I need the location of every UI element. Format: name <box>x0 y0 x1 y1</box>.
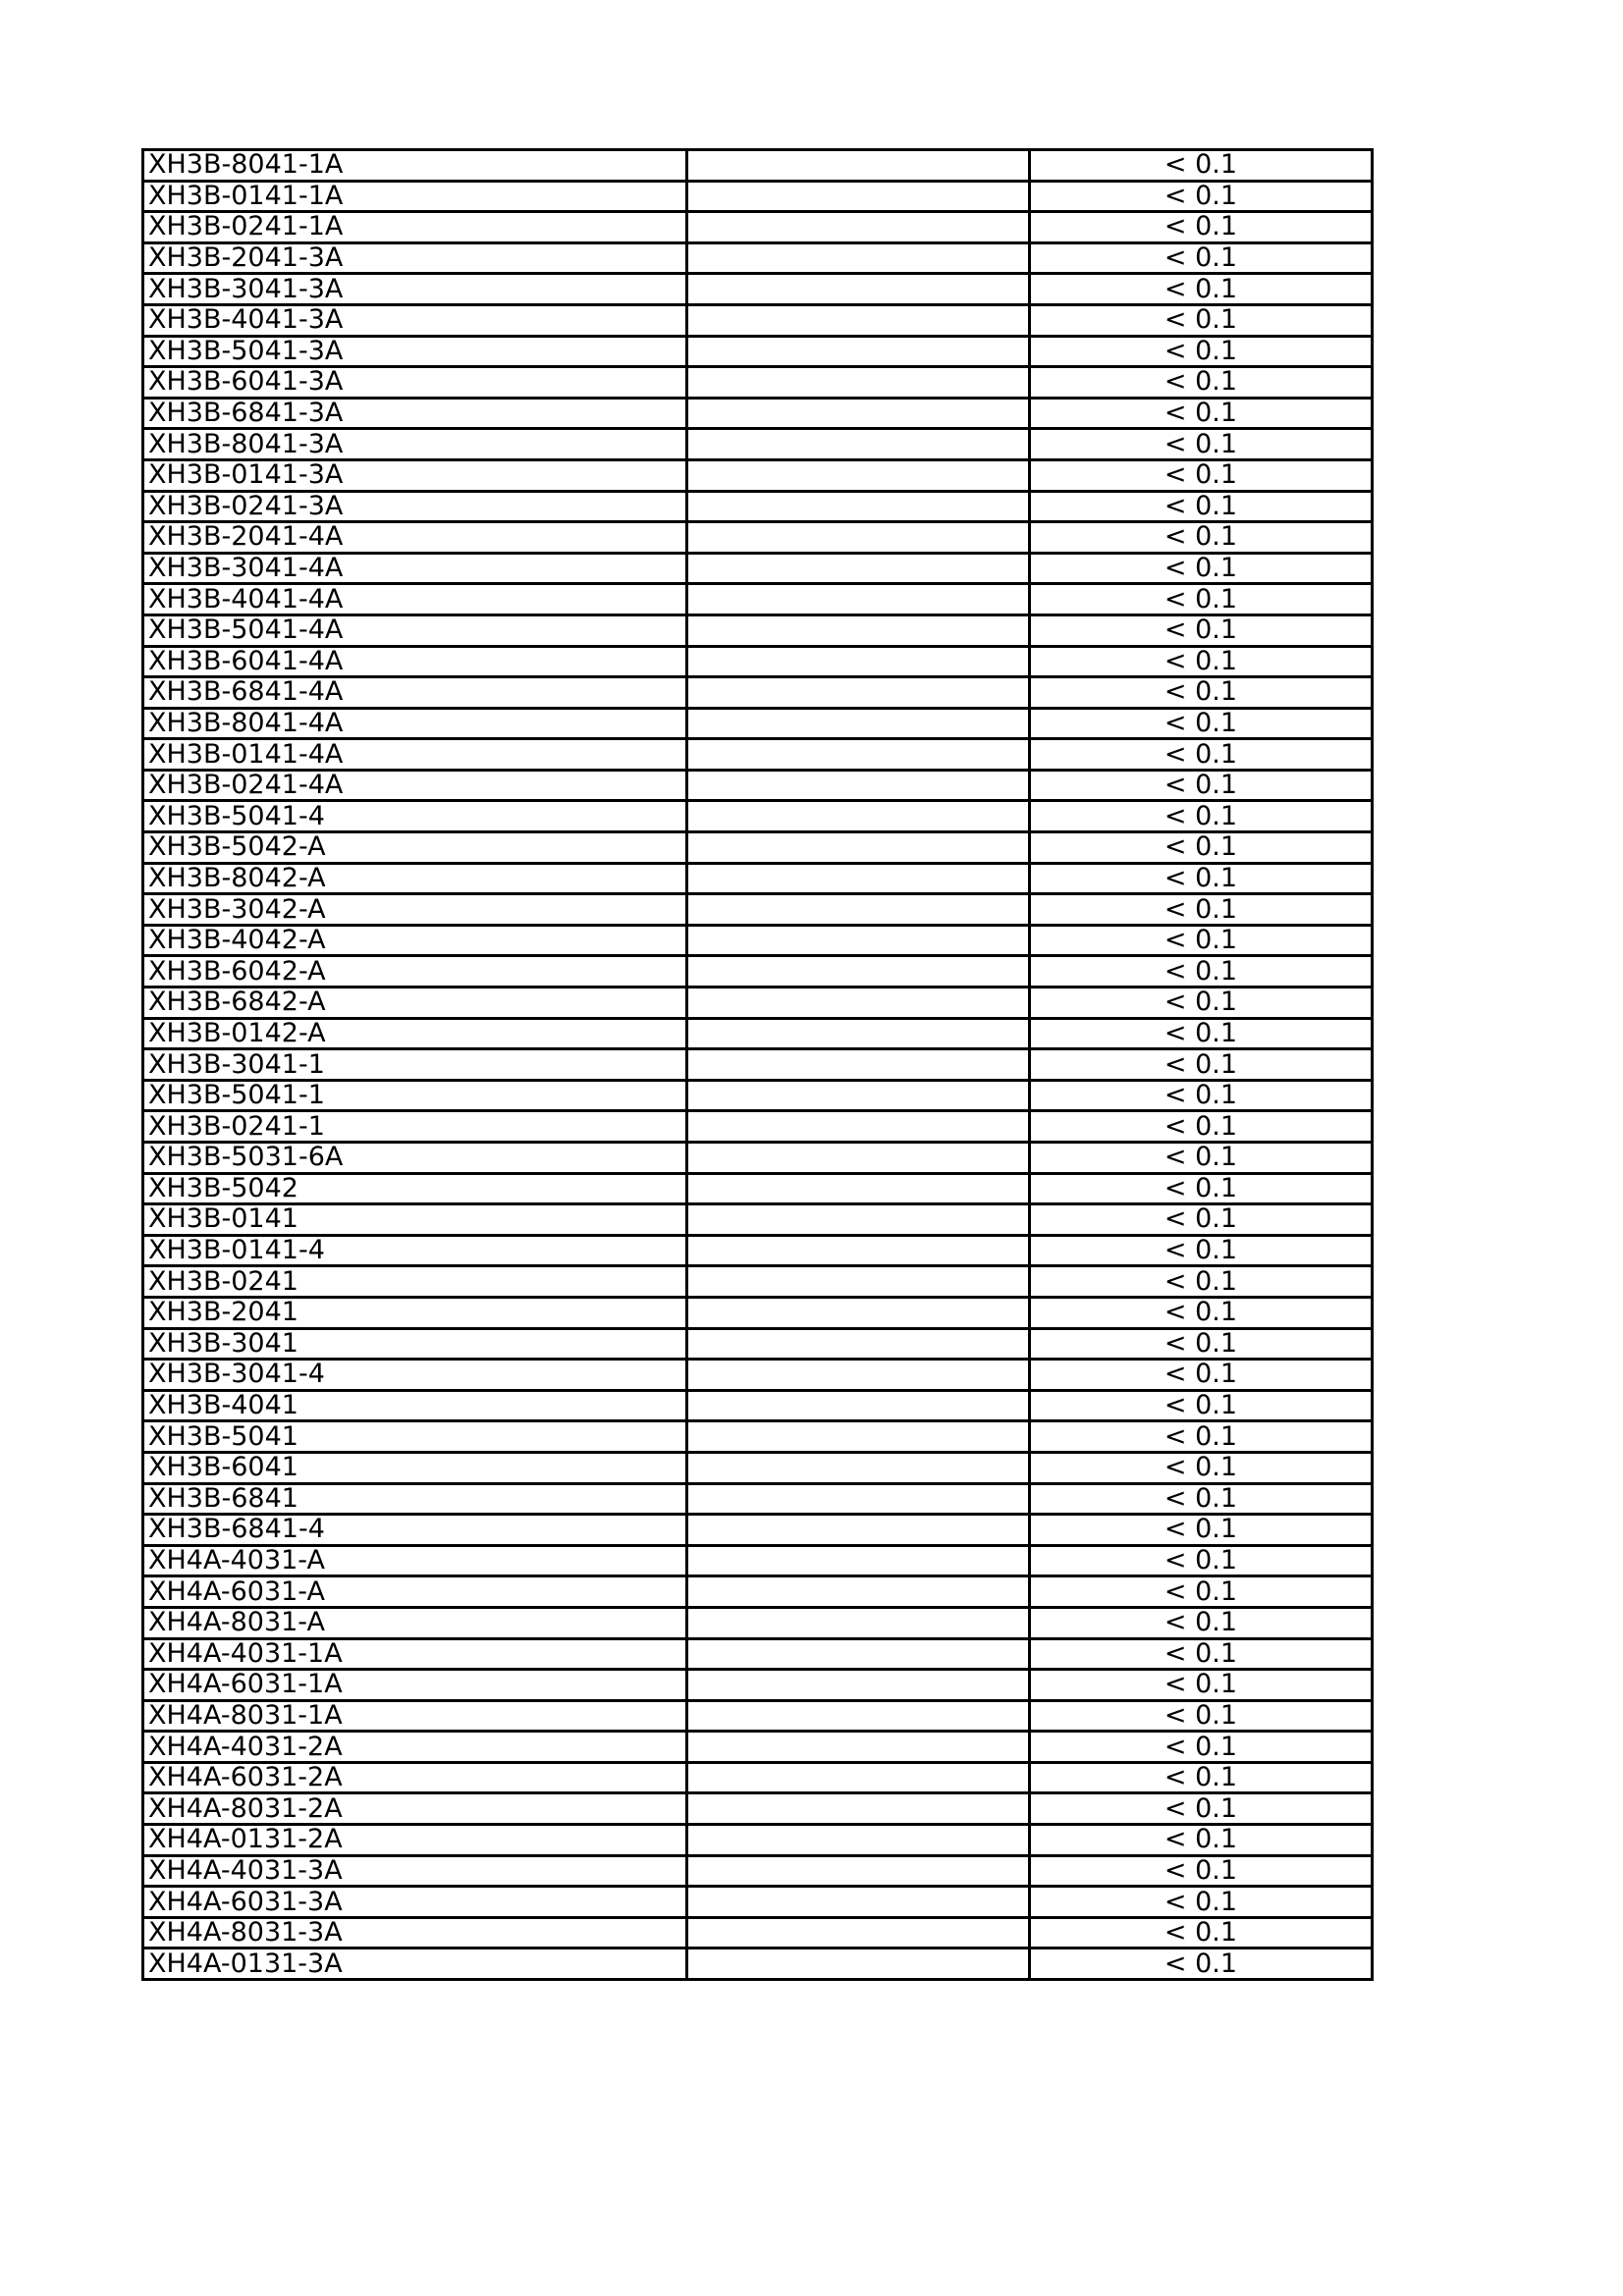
value-cell: < 0.1 <box>1030 459 1373 491</box>
part-code-cell: XH4A-0131-3A <box>143 1949 687 1980</box>
value-cell: < 0.1 <box>1030 1638 1373 1670</box>
table-row <box>143 1452 1373 1483</box>
empty-cell <box>687 1173 1030 1204</box>
empty-cell <box>687 367 1030 399</box>
table-row <box>143 1917 1373 1949</box>
part-code-cell: XH4A-4031-3A <box>143 1855 687 1887</box>
part-code-cell: XH3B-3041-4 <box>143 1360 687 1391</box>
table-row <box>143 1545 1373 1576</box>
part-code-cell: XH3B-6041-4A <box>143 646 687 677</box>
table-row <box>143 181 1373 212</box>
part-code-cell: XH3B-0141 <box>143 1204 687 1236</box>
part-code-cell: XH4A-8031-A <box>143 1607 687 1638</box>
part-code-cell: XH3B-0141-1A <box>143 181 687 212</box>
value-cell: < 0.1 <box>1030 708 1373 739</box>
table-row <box>143 1390 1373 1421</box>
table-row <box>143 801 1373 832</box>
part-code-cell: XH3B-0141-4A <box>143 739 687 771</box>
part-code-cell: XH3B-6841-4A <box>143 677 687 709</box>
table-row <box>143 1949 1373 1980</box>
empty-cell <box>687 677 1030 709</box>
part-code-cell: XH3B-4041 <box>143 1390 687 1421</box>
value-cell: < 0.1 <box>1030 1421 1373 1453</box>
part-code-cell: XH3B-5041-3A <box>143 336 687 367</box>
value-cell: < 0.1 <box>1030 863 1373 894</box>
table-row <box>143 242 1373 274</box>
part-code-cell: XH3B-3041-4A <box>143 553 687 584</box>
empty-cell <box>687 801 1030 832</box>
value-cell: < 0.1 <box>1030 1515 1373 1546</box>
value-cell: < 0.1 <box>1030 1235 1373 1266</box>
value-cell: < 0.1 <box>1030 1390 1373 1421</box>
part-code-cell: XH3B-4041-3A <box>143 304 687 336</box>
part-code-cell: XH3B-3041 <box>143 1328 687 1360</box>
value-cell: < 0.1 <box>1030 988 1373 1019</box>
table-row <box>143 863 1373 894</box>
empty-cell <box>687 242 1030 274</box>
part-code-cell: XH4A-4031-2A <box>143 1732 687 1763</box>
table-row <box>143 739 1373 771</box>
part-code-cell: XH4A-6031-2A <box>143 1762 687 1793</box>
value-cell: < 0.1 <box>1030 1700 1373 1732</box>
table-row <box>143 1049 1373 1081</box>
part-code-cell: XH3B-6841-3A <box>143 398 687 429</box>
empty-cell <box>687 212 1030 243</box>
part-code-cell: XH3B-5042-A <box>143 832 687 864</box>
value-cell: < 0.1 <box>1030 1266 1373 1298</box>
part-code-cell: XH3B-8041-1A <box>143 150 687 182</box>
empty-cell <box>687 1018 1030 1049</box>
value-cell: < 0.1 <box>1030 274 1373 305</box>
empty-cell <box>687 1670 1030 1701</box>
value-cell: < 0.1 <box>1030 304 1373 336</box>
table-row <box>143 1111 1373 1143</box>
table-row <box>143 1421 1373 1453</box>
value-cell: < 0.1 <box>1030 181 1373 212</box>
table-row <box>143 1360 1373 1391</box>
empty-cell <box>687 1421 1030 1453</box>
part-code-cell: XH3B-0142-A <box>143 1018 687 1049</box>
part-code-cell: XH3B-5031-6A <box>143 1143 687 1174</box>
table-row <box>143 212 1373 243</box>
part-code-cell: XH3B-5041-4A <box>143 614 687 646</box>
value-cell: < 0.1 <box>1030 614 1373 646</box>
table-row <box>143 150 1373 182</box>
value-cell: < 0.1 <box>1030 1732 1373 1763</box>
table-row <box>143 459 1373 491</box>
empty-cell <box>687 1297 1030 1328</box>
table-row <box>143 1887 1373 1918</box>
empty-cell <box>687 1111 1030 1143</box>
empty-cell <box>687 491 1030 522</box>
value-cell: < 0.1 <box>1030 739 1373 771</box>
empty-cell <box>687 336 1030 367</box>
part-code-cell: XH3B-0241-1 <box>143 1111 687 1143</box>
empty-cell <box>687 1515 1030 1546</box>
empty-cell <box>687 1917 1030 1949</box>
value-cell: < 0.1 <box>1030 1297 1373 1328</box>
table-row <box>143 1328 1373 1360</box>
value-cell: < 0.1 <box>1030 1111 1373 1143</box>
empty-cell <box>687 708 1030 739</box>
empty-cell <box>687 988 1030 1019</box>
part-code-cell: XH3B-5042 <box>143 1173 687 1204</box>
part-code-cell: XH3B-3041-3A <box>143 274 687 305</box>
table-row <box>143 304 1373 336</box>
value-cell: < 0.1 <box>1030 646 1373 677</box>
table-row <box>143 832 1373 864</box>
value-cell: < 0.1 <box>1030 1607 1373 1638</box>
value-cell: < 0.1 <box>1030 1670 1373 1701</box>
value-cell: < 0.1 <box>1030 1360 1373 1391</box>
empty-cell <box>687 739 1030 771</box>
table-row <box>143 584 1373 615</box>
empty-cell <box>687 956 1030 988</box>
part-code-cell: XH3B-0141-3A <box>143 459 687 491</box>
part-code-cell: XH3B-0141-4 <box>143 1235 687 1266</box>
value-cell: < 0.1 <box>1030 584 1373 615</box>
part-code-cell: XH4A-8031-2A <box>143 1793 687 1825</box>
empty-cell <box>687 1732 1030 1763</box>
empty-cell <box>687 1266 1030 1298</box>
value-cell: < 0.1 <box>1030 1483 1373 1515</box>
part-code-cell: XH3B-2041 <box>143 1297 687 1328</box>
value-cell: < 0.1 <box>1030 677 1373 709</box>
table-row <box>143 1018 1373 1049</box>
empty-cell <box>687 398 1030 429</box>
empty-cell <box>687 1762 1030 1793</box>
table-body <box>143 150 1373 1980</box>
part-code-cell: XH4A-4031-A <box>143 1545 687 1576</box>
empty-cell <box>687 832 1030 864</box>
empty-cell <box>687 1235 1030 1266</box>
empty-cell <box>687 1483 1030 1515</box>
part-code-cell: XH3B-6041-3A <box>143 367 687 399</box>
value-cell: < 0.1 <box>1030 925 1373 956</box>
part-code-cell: XH3B-0241-3A <box>143 491 687 522</box>
table-row <box>143 367 1373 399</box>
empty-cell <box>687 522 1030 554</box>
part-code-cell: XH3B-6841-4 <box>143 1515 687 1546</box>
part-code-cell: XH4A-4031-1A <box>143 1638 687 1670</box>
value-cell: < 0.1 <box>1030 1917 1373 1949</box>
value-cell: < 0.1 <box>1030 1452 1373 1483</box>
empty-cell <box>687 1855 1030 1887</box>
value-cell: < 0.1 <box>1030 1825 1373 1856</box>
empty-cell <box>687 925 1030 956</box>
part-code-cell: XH4A-6031-1A <box>143 1670 687 1701</box>
empty-cell <box>687 1700 1030 1732</box>
value-cell: < 0.1 <box>1030 1793 1373 1825</box>
table-row <box>143 925 1373 956</box>
value-cell: < 0.1 <box>1030 336 1373 367</box>
table-row <box>143 1732 1373 1763</box>
value-cell: < 0.1 <box>1030 801 1373 832</box>
table-row <box>143 894 1373 926</box>
table-row <box>143 1515 1373 1546</box>
value-cell: < 0.1 <box>1030 212 1373 243</box>
value-cell: < 0.1 <box>1030 1949 1373 1980</box>
value-cell: < 0.1 <box>1030 1545 1373 1576</box>
value-cell: < 0.1 <box>1030 1576 1373 1608</box>
table-row <box>143 398 1373 429</box>
table-row <box>143 708 1373 739</box>
part-code-cell: XH3B-8042-A <box>143 863 687 894</box>
value-cell: < 0.1 <box>1030 1855 1373 1887</box>
part-code-cell: XH3B-5041-4 <box>143 801 687 832</box>
empty-cell <box>687 1452 1030 1483</box>
table-row <box>143 1762 1373 1793</box>
empty-cell <box>687 1576 1030 1608</box>
value-cell: < 0.1 <box>1030 522 1373 554</box>
empty-cell <box>687 894 1030 926</box>
value-cell: < 0.1 <box>1030 1328 1373 1360</box>
empty-cell <box>687 646 1030 677</box>
value-cell: < 0.1 <box>1030 553 1373 584</box>
value-cell: < 0.1 <box>1030 367 1373 399</box>
table-row <box>143 1576 1373 1608</box>
table-row <box>143 988 1373 1019</box>
data-table <box>141 148 1374 1981</box>
table-row <box>143 1235 1373 1266</box>
empty-cell <box>687 1825 1030 1856</box>
empty-cell <box>687 1080 1030 1111</box>
empty-cell <box>687 1204 1030 1236</box>
empty-cell <box>687 181 1030 212</box>
table-row <box>143 1793 1373 1825</box>
empty-cell <box>687 1049 1030 1081</box>
table-row <box>143 491 1373 522</box>
value-cell: < 0.1 <box>1030 1762 1373 1793</box>
empty-cell <box>687 1638 1030 1670</box>
empty-cell <box>687 1328 1030 1360</box>
table-row <box>143 522 1373 554</box>
value-cell: < 0.1 <box>1030 1887 1373 1918</box>
table-row <box>143 1266 1373 1298</box>
part-code-cell: XH3B-2041-3A <box>143 242 687 274</box>
value-cell: < 0.1 <box>1030 398 1373 429</box>
value-cell: < 0.1 <box>1030 894 1373 926</box>
part-code-cell: XH4A-6031-3A <box>143 1887 687 1918</box>
part-code-cell: XH3B-6042-A <box>143 956 687 988</box>
table-row <box>143 1080 1373 1111</box>
empty-cell <box>687 1545 1030 1576</box>
table-row <box>143 1143 1373 1174</box>
empty-cell <box>687 614 1030 646</box>
table-row <box>143 1297 1373 1328</box>
part-code-cell: XH3B-8041-4A <box>143 708 687 739</box>
part-code-cell: XH3B-0241-1A <box>143 212 687 243</box>
empty-cell <box>687 863 1030 894</box>
table-row <box>143 677 1373 709</box>
empty-cell <box>687 584 1030 615</box>
table-row <box>143 1670 1373 1701</box>
empty-cell <box>687 429 1030 460</box>
table-row <box>143 614 1373 646</box>
part-code-cell: XH3B-4042-A <box>143 925 687 956</box>
empty-cell <box>687 1390 1030 1421</box>
part-code-cell: XH3B-6841 <box>143 1483 687 1515</box>
empty-cell <box>687 1887 1030 1918</box>
empty-cell <box>687 553 1030 584</box>
table-row <box>143 553 1373 584</box>
table-row <box>143 336 1373 367</box>
part-code-cell: XH3B-3042-A <box>143 894 687 926</box>
part-code-cell: XH3B-0241 <box>143 1266 687 1298</box>
table-row <box>143 1607 1373 1638</box>
table-row <box>143 1483 1373 1515</box>
table-row <box>143 1825 1373 1856</box>
part-code-cell: XH3B-0241-4A <box>143 770 687 801</box>
table-row <box>143 429 1373 460</box>
empty-cell <box>687 1360 1030 1391</box>
empty-cell <box>687 1143 1030 1174</box>
empty-cell <box>687 1793 1030 1825</box>
part-code-cell: XH3B-8041-3A <box>143 429 687 460</box>
table-row <box>143 1638 1373 1670</box>
empty-cell <box>687 770 1030 801</box>
table-row <box>143 1700 1373 1732</box>
part-code-cell: XH4A-6031-A <box>143 1576 687 1608</box>
part-code-cell: XH3B-5041-1 <box>143 1080 687 1111</box>
part-code-cell: XH4A-0131-2A <box>143 1825 687 1856</box>
part-code-cell: XH3B-6842-A <box>143 988 687 1019</box>
value-cell: < 0.1 <box>1030 1018 1373 1049</box>
empty-cell <box>687 1949 1030 1980</box>
value-cell: < 0.1 <box>1030 1049 1373 1081</box>
empty-cell <box>687 1607 1030 1638</box>
part-code-cell: XH3B-4041-4A <box>143 584 687 615</box>
part-code-cell: XH3B-5041 <box>143 1421 687 1453</box>
table-row <box>143 274 1373 305</box>
part-code-cell: XH4A-8031-3A <box>143 1917 687 1949</box>
table-row <box>143 646 1373 677</box>
document-page <box>141 148 1371 1981</box>
table-row <box>143 1204 1373 1236</box>
value-cell: < 0.1 <box>1030 429 1373 460</box>
table-row <box>143 770 1373 801</box>
value-cell: < 0.1 <box>1030 150 1373 182</box>
value-cell: < 0.1 <box>1030 770 1373 801</box>
part-code-cell: XH4A-8031-1A <box>143 1700 687 1732</box>
part-code-cell: XH3B-3041-1 <box>143 1049 687 1081</box>
part-code-cell: XH3B-2041-4A <box>143 522 687 554</box>
empty-cell <box>687 459 1030 491</box>
value-cell: < 0.1 <box>1030 1143 1373 1174</box>
table-row <box>143 1173 1373 1204</box>
value-cell: < 0.1 <box>1030 242 1373 274</box>
value-cell: < 0.1 <box>1030 1173 1373 1204</box>
table-row <box>143 1855 1373 1887</box>
empty-cell <box>687 274 1030 305</box>
empty-cell <box>687 304 1030 336</box>
part-code-cell: XH3B-6041 <box>143 1452 687 1483</box>
value-cell: < 0.1 <box>1030 491 1373 522</box>
table-row <box>143 956 1373 988</box>
value-cell: < 0.1 <box>1030 1080 1373 1111</box>
value-cell: < 0.1 <box>1030 832 1373 864</box>
empty-cell <box>687 150 1030 182</box>
value-cell: < 0.1 <box>1030 1204 1373 1236</box>
value-cell: < 0.1 <box>1030 956 1373 988</box>
